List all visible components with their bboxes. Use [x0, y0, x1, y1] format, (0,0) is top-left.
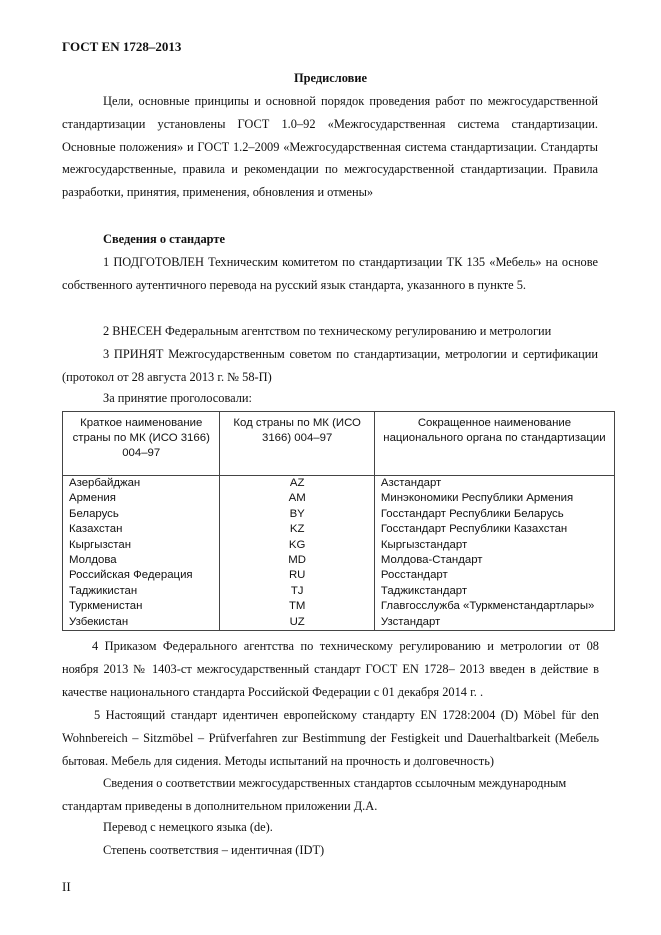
- votes-table: [62, 411, 615, 631]
- header-country-name: Краткое наименование страны по МК (ИСО 3166) 004–97: [63, 412, 220, 476]
- country-code: AZ: [220, 476, 374, 492]
- item-1-paragraph: 1 ПОДГОТОВЛЕН Техническим комитетом по стандартизации ТК 135 «Мебель» на основе собственного аутентичного перевода на русский язык стандарта, указанного в пункте 5.: [62, 255, 598, 292]
- preface-paragraph: Цели, основные принципы и основной порядок проведения работ по межгосударственной стандартизации установлены ГОСТ 1.0–92 «Межгосударственная система стандартизации. Основные положения» и ГОСТ 1.2–2009 «Межгосударственная система стандартизации. Стандарты межгосударственные, правила и рекомендации по межгосударственной стандартизации. Правила разработки, принятия, применения, обновления и отмены»: [62, 94, 598, 200]
- conformity-paragraph: Сведения о соответствии межгосударственных стандартов ссылочным международным стандартам приведены в дополнительном приложении Д.А.: [62, 776, 567, 813]
- country-code: MD: [220, 553, 374, 568]
- table-row: [63, 507, 615, 522]
- votes-table-header-row: [63, 412, 615, 476]
- document-code: ГОСТ EN 1728–2013: [62, 39, 182, 54]
- national-body: Узстандарт: [374, 615, 614, 631]
- standard-info-title: Сведения о стандарте: [103, 232, 225, 246]
- country-name: Российская Федерация: [63, 568, 220, 583]
- conformity-degree: Степень соответствия – идентичная (IDT): [103, 843, 325, 857]
- preface-title: Предисловие: [294, 71, 367, 85]
- country-code: RU: [220, 568, 374, 583]
- country-name: Туркменистан: [63, 599, 220, 614]
- country-code: UZ: [220, 615, 374, 631]
- national-body: Главгосслужба «Туркменстандартлары»: [374, 599, 614, 614]
- table-row: [63, 599, 615, 614]
- national-body: Минэкономики Республики Армения: [374, 491, 614, 506]
- national-body: Таджикстандарт: [374, 584, 614, 599]
- country-name: Кыргызстан: [63, 538, 220, 553]
- table-row: [63, 553, 615, 568]
- national-body: Росстандарт: [374, 568, 614, 583]
- country-code: AM: [220, 491, 374, 506]
- country-name: Азербайджан: [63, 476, 220, 492]
- header-country-code: Код страны по МК (ИСО 3166) 004–97: [220, 412, 374, 476]
- national-body: Госстандарт Республики Беларусь: [374, 507, 614, 522]
- page-number: II: [62, 879, 71, 894]
- item-3-paragraph: 3 ПРИНЯТ Межгосударственным советом по стандартизации, метрологии и сертификации (протокол от 28 августа 2013 г. № 58-П): [62, 347, 598, 384]
- votes-intro: За принятие проголосовали:: [103, 391, 252, 405]
- country-code: KZ: [220, 522, 374, 537]
- table-row: [63, 476, 615, 492]
- translation-note: Перевод с немецкого языка (de).: [103, 820, 273, 834]
- header-national-body: Сокращенное наименование национального органа по стандартизации: [374, 412, 614, 476]
- national-body: Молдова-Стандарт: [374, 553, 614, 568]
- country-name: Таджикистан: [63, 584, 220, 599]
- table-row: [63, 584, 615, 599]
- national-body: Азстандарт: [374, 476, 614, 492]
- table-row: [63, 568, 615, 583]
- country-code: BY: [220, 507, 374, 522]
- national-body: Госстандарт Республики Казахстан: [374, 522, 614, 537]
- country-code: TJ: [220, 584, 374, 599]
- country-code: KG: [220, 538, 374, 553]
- national-body: Кыргызстандарт: [374, 538, 614, 553]
- item-2-paragraph: 2 ВНЕСЕН Федеральным агентством по техническому регулированию и метрологии: [103, 324, 552, 338]
- country-name: Беларусь: [63, 507, 220, 522]
- table-row: [63, 522, 615, 537]
- table-row: [63, 491, 615, 506]
- country-name: Казахстан: [63, 522, 220, 537]
- table-row: [63, 538, 615, 553]
- country-name: Армения: [63, 491, 220, 506]
- country-name: Узбекистан: [63, 615, 220, 631]
- country-code: TM: [220, 599, 374, 614]
- country-name: Молдова: [63, 553, 220, 568]
- table-row: [63, 615, 615, 631]
- item-4-paragraph: 4 Приказом Федерального агентства по техническому регулированию и метрологии от 08 ноября 2013 № 1403-ст межгосударственный стандарт ГОСТ EN 1728– 2013 введен в действие в качестве национального стандарта Российской Федерации с 01 декабря 2014 г. .: [62, 639, 599, 699]
- item-5-paragraph: 5 Настоящий стандарт идентичен европейскому стандарту EN 1728:2004 (D) Möbel für den Wohnbereich – Sitzmöbel – Prüfverfahren zur Bestimmung der Festigkeit und Dauerhaltbarkeit (Мебель бытовая. Мебель для сидения. Методы испытаний на прочность и долговечность): [62, 708, 599, 768]
